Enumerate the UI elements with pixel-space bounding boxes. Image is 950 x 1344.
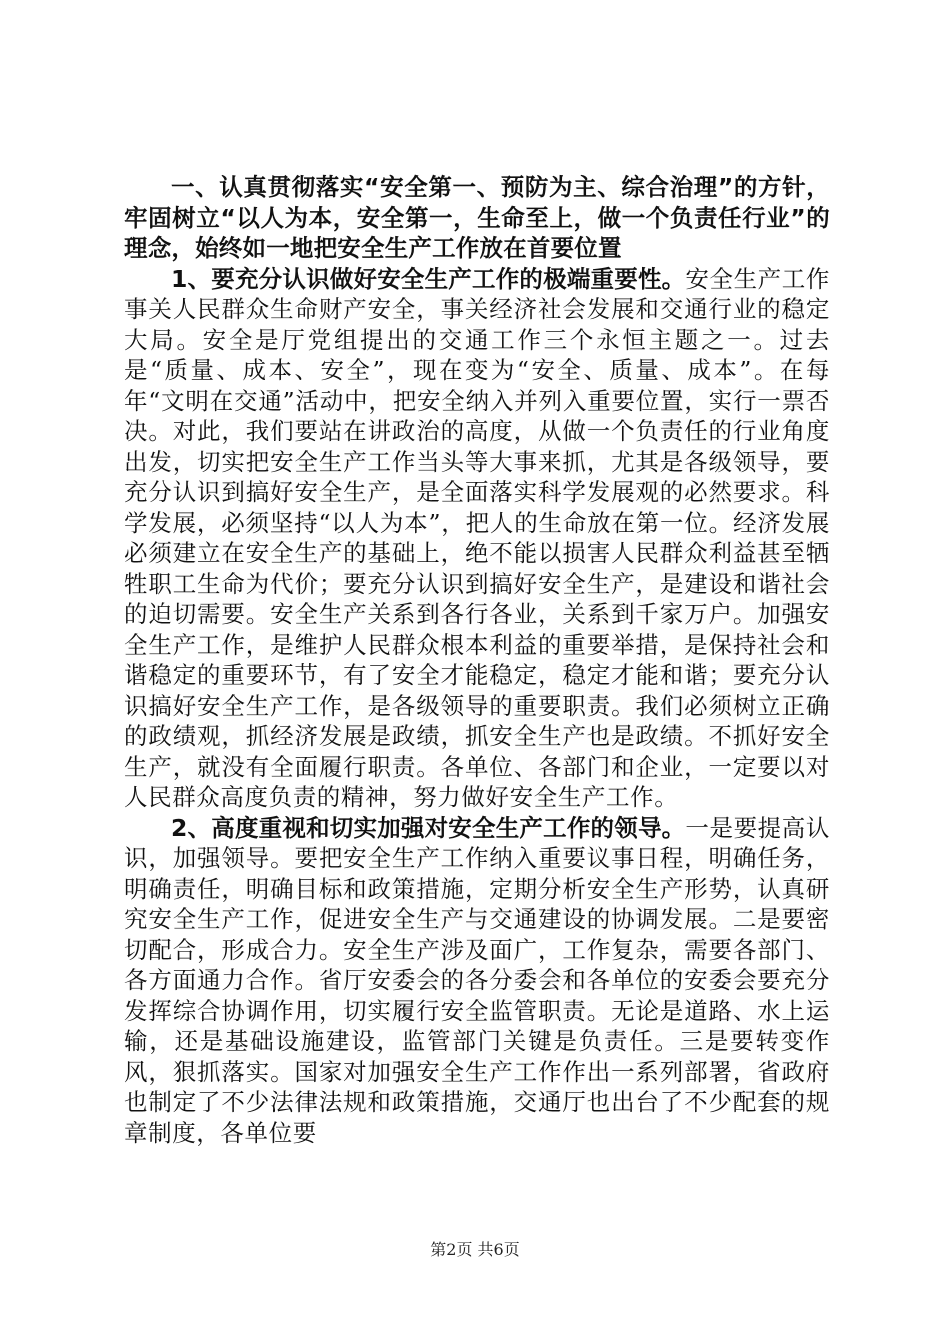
- paragraph-1-lead: 1、要充分认识做好安全生产工作的极端重要性。: [171, 264, 686, 293]
- section-heading: 一、认真贯彻落实“安全第一、预防为主、综合治理”的方针，牢固树立“以人为本，安全第一，生命至上，做一个负责任行业”的理念，始终如一地把安全生产工作放在首要位置: [124, 173, 830, 262]
- paragraph-2-lead: 2、高度重视和切实加强对安全生产工作的领导。: [171, 813, 686, 842]
- paragraph-1-body: 安全生产工作事关人民群众生命财产安全，事关经济社会发展和交通行业的稳定大局。安全是厅党组提出的交通工作三个永恒主题之一。过去是“质量、成本、安全”，现在变为“安全、质量、成本”。在每年“文明在交通”活动中，把安全纳入并列入重要位置，实行一票否决。对此，我们要站在讲政治的高度，从做一个负责任的行业角度出发，切实把安全生产工作当头等大事来抓，尤其是各级领导，要充分认识到搞好安全生产，是全面落实科学发展观的必然要求。科学发展，必须坚持“以人为本”，把人的生命放在第一位。经济发展必须建立在安全生产的基础上，绝不能以损害人民群众利益甚至牺牲职工生命为代价；要充分认识到搞好安全生产，是建设和谐社会的迫切需要。安全生产关系到各行各业，关系到千家万户。加强安全生产工作，是维护人民群众根本利益的重要举措，是保持社会和谐稳定的重要环节，有了安全才能稳定，稳定才能和谐；要充分认识搞好安全生产工作，是各级领导的重要职责。我们必须树立正确的政绩观，抓经济发展是政绩，抓安全生产也是政绩。不抓好安全生产，就没有全面履行职责。各单位、各部门和企业，一定要以对人民群众高度负责的精神，努力做好安全生产工作。: [124, 264, 830, 811]
- paragraph-1: [124, 264, 830, 813]
- paragraph-2: [124, 813, 830, 1149]
- page-number-footer: 第2页 共6页: [430, 1240, 520, 1259]
- document-body: [124, 172, 830, 1148]
- paragraph-2-body: 一是要提高认识，加强领导。要把安全生产工作纳入重要议事日程，明确任务，明确责任，明确目标和政策措施，定期分析安全生产形势，认真研究安全生产工作，促进安全生产与交通建设的协调发展。二是要密切配合，形成合力。安全生产涉及面广，工作复杂，需要各部门、各方面通力合作。省厅安委会的各分委会和各单位的安委会要充分发挥综合协调作用，切实履行安全监管职责。无论是道路、水上运输，还是基础设施建设，监管部门关键是负责任。三是要转变作风，狠抓落实。国家对加强安全生产工作作出一系列部署，省政府也制定了不少法律法规和政策措施，交通厅也出台了不少配套的规章制度，各单位要: [124, 813, 830, 1147]
